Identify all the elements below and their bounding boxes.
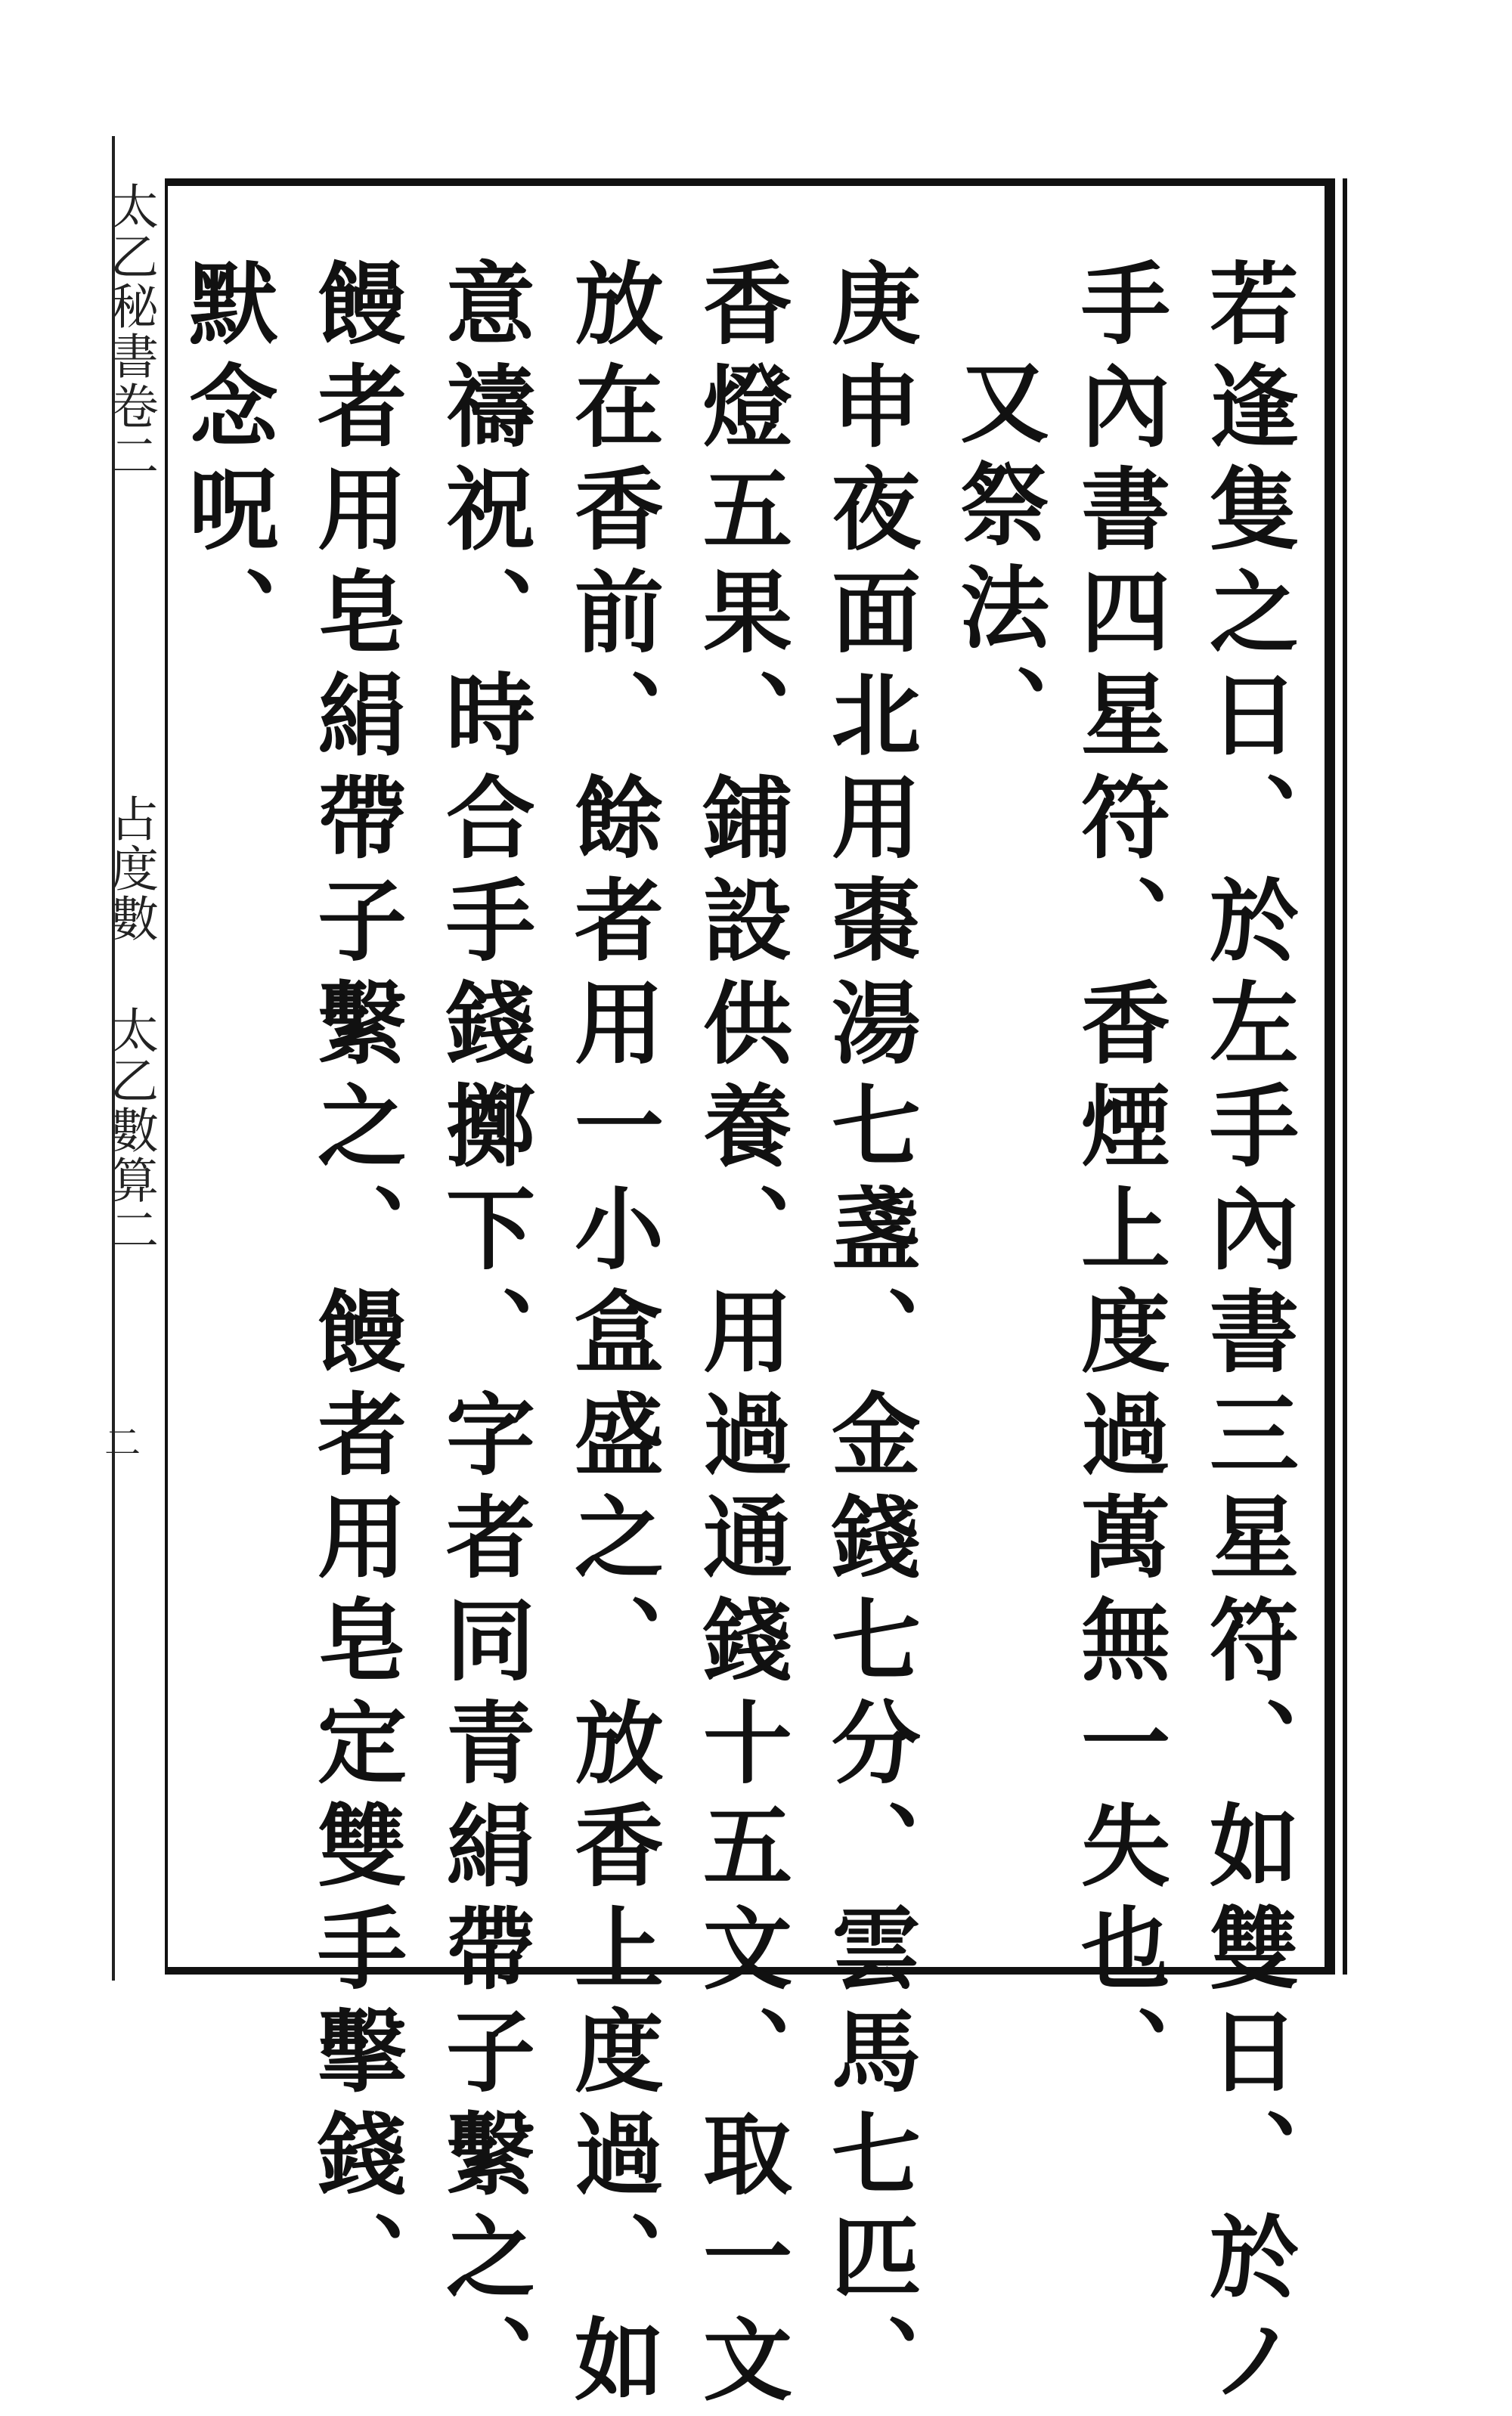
margin-book-title: 太乙秘書卷二 — [102, 181, 158, 481]
text-column-6: 放在香前、餘者用一小盒盛之、放香上度過、如 — [559, 257, 665, 2416]
text-column-4: 庚申夜面北用棗湯七盞、金錢七分、雲馬七匹、 — [816, 257, 922, 2416]
text-column-1: 若逢隻之日、於左手內書三星符、如雙日、於ノ — [1194, 257, 1300, 2416]
text-column-9: 默念呪、 — [174, 257, 279, 668]
text-column-8: 饅者用皂絹帶子繫之、饅者用皂定雙手擊錢、 — [302, 257, 407, 2313]
page-number: 二 — [104, 1422, 141, 1464]
text-column-5: 香燈五果、鋪設供養、用過通錢十五文、取一文 — [688, 257, 793, 2416]
text-column-7: 意禱祝、時合手錢擲下、字者同青絹帶子繫之、 — [431, 257, 536, 2416]
text-column-3: 又祭法、 — [945, 355, 1050, 767]
margin-section-title: 太乙數算二 — [102, 1005, 158, 1255]
frame-double-rule — [1343, 178, 1347, 1975]
text-column-2: 手內書四星符、香煙上度過萬無一失也、 — [1066, 257, 1171, 2108]
margin-chapter-title: 占度數 — [102, 794, 158, 943]
